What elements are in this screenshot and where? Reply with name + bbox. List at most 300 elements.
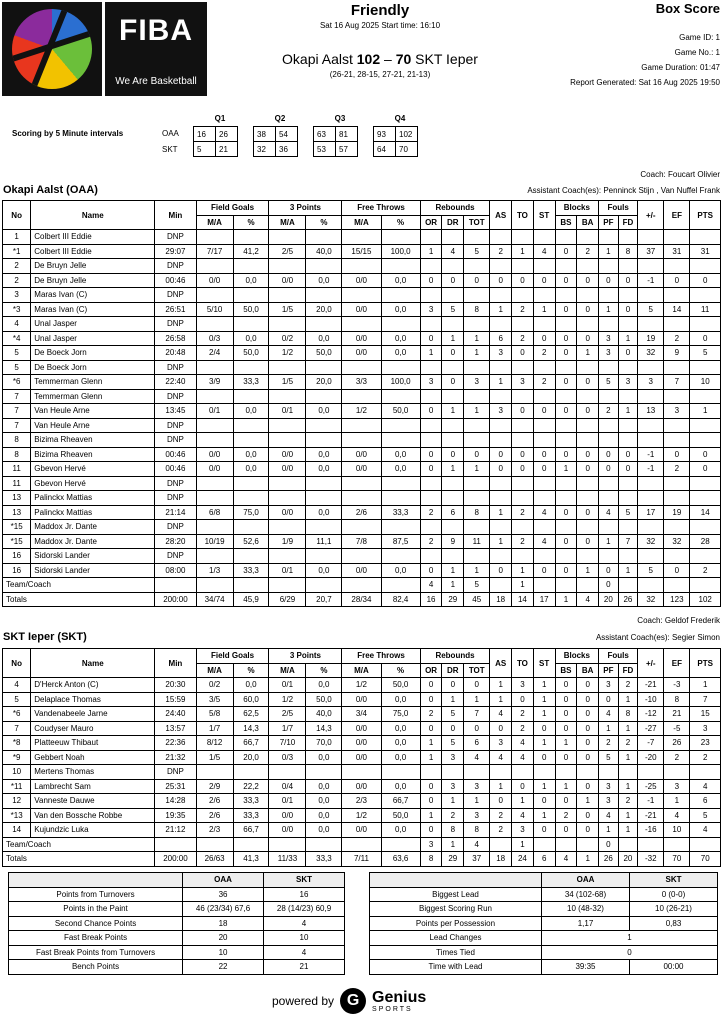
stat-cell: 1 [490, 678, 512, 693]
column-header: AS [490, 649, 512, 678]
stat-cell: 123 [664, 592, 690, 607]
empty-cell [306, 549, 342, 564]
stat-cell: 1 [464, 404, 490, 419]
player-name: Temmerman Glenn [31, 375, 155, 390]
stat-cell: 7 [690, 692, 721, 707]
column-header: AS [490, 201, 512, 230]
stat-cell: 26 [599, 852, 619, 867]
stat-cell: 2 [555, 808, 577, 823]
stats-value: 4 [264, 945, 345, 960]
stat-cell: 2 [618, 736, 638, 751]
stat-cell: 4 [490, 750, 512, 765]
stat-cell: 0,0 [233, 447, 269, 462]
stat-cell: 0 [664, 563, 690, 578]
stat-cell: 1 [420, 808, 442, 823]
empty-cell [638, 360, 664, 375]
stat-cell: 0 [420, 721, 442, 736]
stat-cell: 75,0 [381, 707, 420, 722]
stat-cell: 3 [512, 678, 534, 693]
stat-cell: 0 [442, 721, 464, 736]
stat-cell: 1 [618, 823, 638, 838]
stat-cell: 0,0 [381, 779, 420, 794]
empty-cell [577, 230, 599, 245]
player-minutes: DNP [155, 360, 196, 375]
stat-cell: 0/0 [342, 692, 381, 707]
stat-cell: 2 [618, 794, 638, 809]
stat-cell: 1 [512, 837, 534, 852]
stat-cell: 1 [577, 852, 599, 867]
stat-cell: 5 [618, 505, 638, 520]
stat-cell: 1 [420, 750, 442, 765]
stat-cell: 4 [533, 244, 555, 259]
player-row [3, 794, 721, 809]
stat-cell: 7 [664, 375, 690, 390]
stat-cell: 3 [599, 331, 619, 346]
empty-cell [512, 491, 534, 506]
stat-cell: 0 [555, 375, 577, 390]
stat-cell: 0/0 [269, 462, 306, 477]
stat-cell: 2 [599, 404, 619, 419]
empty-cell [638, 259, 664, 274]
stat-cell: 0/0 [342, 346, 381, 361]
empty-cell [442, 765, 464, 780]
player-name: De Boeck Jorn [31, 360, 155, 375]
stat-cell: 1 [618, 750, 638, 765]
stat-cell: 0 [555, 244, 577, 259]
stat-cell: 26 [664, 736, 690, 751]
stat-cell: 0 [490, 273, 512, 288]
stat-cell: 21:14 [155, 505, 196, 520]
player-name: Bizima Rheaven [31, 447, 155, 462]
stat-cell: 3 [442, 750, 464, 765]
player-row [3, 692, 721, 707]
stats-label: Biggest Scoring Run [370, 902, 542, 917]
stat-cell: 1 [599, 721, 619, 736]
stat-cell: 4 [555, 852, 577, 867]
powered-by [272, 988, 426, 1014]
player-row [3, 823, 721, 838]
stat-cell [196, 837, 233, 852]
stat-cell: 4 [533, 534, 555, 549]
empty-cell [269, 230, 306, 245]
player-number: 1 [3, 230, 31, 245]
empty-cell [306, 418, 342, 433]
column-subheader: OR [420, 215, 442, 230]
stat-cell: 32 [664, 534, 690, 549]
stats-value: 39:35 [542, 960, 630, 975]
empty-cell [196, 360, 233, 375]
stat-cell: 11/33 [269, 852, 306, 867]
empty-cell [638, 317, 664, 332]
stat-cell: 1/2 [342, 808, 381, 823]
stat-cell: 4 [664, 808, 690, 823]
stat-cell: 0 [555, 346, 577, 361]
interval-block-q3: 63 81 53 57 [313, 126, 358, 157]
empty-cell [420, 765, 442, 780]
stat-cell: 37 [638, 244, 664, 259]
empty-cell [664, 520, 690, 535]
stat-cell: 200:00 [155, 592, 196, 607]
empty-cell [306, 433, 342, 448]
column-header: Free Throws [342, 649, 420, 664]
stat-cell: 4 [599, 707, 619, 722]
column-subheader: DR [442, 215, 464, 230]
fiba-logo-ball [2, 2, 102, 96]
stat-cell: 31 [664, 244, 690, 259]
empty-cell [381, 520, 420, 535]
empty-cell [464, 288, 490, 303]
empty-cell [533, 288, 555, 303]
stat-cell: 5 [442, 707, 464, 722]
stat-cell: 0/0 [342, 331, 381, 346]
player-row [3, 404, 721, 419]
player-minutes: DNP [155, 389, 196, 404]
stat-cell: 33,3 [306, 852, 342, 867]
stat-cell: 0 [664, 273, 690, 288]
player-name: De Boeck Jorn [31, 346, 155, 361]
stat-cell: 1/5 [269, 375, 306, 390]
column-header: TO [512, 201, 534, 230]
stat-cell [155, 837, 196, 852]
stat-cell: 0 [577, 331, 599, 346]
stat-cell: 0 [577, 721, 599, 736]
stat-cell: 22:40 [155, 375, 196, 390]
player-row [3, 563, 721, 578]
empty-cell [618, 418, 638, 433]
away-team: SKT Ieper [415, 51, 478, 67]
stat-cell: 2 [533, 375, 555, 390]
stat-cell: 2 [490, 244, 512, 259]
empty-cell [512, 418, 534, 433]
empty-cell [690, 317, 721, 332]
stats-header-row [370, 873, 718, 888]
empty-cell [342, 389, 381, 404]
stat-cell: 6 [490, 331, 512, 346]
empty-cell [442, 491, 464, 506]
stat-cell: 1 [442, 404, 464, 419]
stat-cell: 2/5 [269, 244, 306, 259]
fiba-tagline: We Are Basketball [115, 76, 197, 87]
empty-cell [555, 360, 577, 375]
empty-cell [381, 230, 420, 245]
stat-cell: 13 [638, 404, 664, 419]
player-name: Kujundzic Luka [31, 823, 155, 838]
team-coach-row [3, 837, 721, 852]
stat-cell: 3/4 [342, 707, 381, 722]
stat-cell: 0,0 [306, 750, 342, 765]
stat-cell: 2 [690, 563, 721, 578]
column-subheader: PF [599, 215, 619, 230]
player-name: Maras Ivan (C) [31, 288, 155, 303]
stat-cell: 0,0 [381, 346, 420, 361]
player-minutes: DNP [155, 317, 196, 332]
stats-row [9, 960, 345, 975]
stat-cell: 4 [464, 750, 490, 765]
stat-cell: 2/3 [342, 794, 381, 809]
stat-cell: 0/0 [269, 447, 306, 462]
stat-cell: 4 [599, 808, 619, 823]
stat-cell [306, 578, 342, 593]
totals-row [3, 852, 721, 867]
stat-cell [618, 578, 638, 593]
stat-cell: 2 [490, 808, 512, 823]
stat-cell: 1 [577, 563, 599, 578]
stat-cell: 7 [464, 707, 490, 722]
stat-cell: 1 [512, 563, 534, 578]
player-row [3, 447, 721, 462]
player-name: Van den Bossche Robbe [31, 808, 155, 823]
column-subheader: BA [577, 663, 599, 678]
stat-cell: 5 [442, 736, 464, 751]
stats-value: 0 [542, 945, 718, 960]
stat-cell: 0/0 [196, 273, 233, 288]
column-header: PTS [690, 649, 721, 678]
empty-cell [306, 491, 342, 506]
empty-cell [420, 520, 442, 535]
empty-cell [420, 288, 442, 303]
stat-cell: 9 [442, 534, 464, 549]
player-number: 5 [3, 360, 31, 375]
player-number: 10 [3, 765, 31, 780]
stat-cell: 5 [599, 375, 619, 390]
empty-cell [618, 360, 638, 375]
empty-cell [269, 549, 306, 564]
stat-cell: 1 [533, 707, 555, 722]
stat-cell: 1 [618, 721, 638, 736]
stat-cell: 0 [664, 447, 690, 462]
player-name: Temmerman Glenn [31, 389, 155, 404]
player-number: 13 [3, 505, 31, 520]
stat-cell: 1/7 [196, 721, 233, 736]
totals-label: Totals [3, 852, 155, 867]
stat-cell: 0,0 [381, 721, 420, 736]
stat-cell: 66,7 [233, 736, 269, 751]
empty-cell [381, 360, 420, 375]
empty-cell [555, 520, 577, 535]
stat-cell: 1 [464, 346, 490, 361]
column-header: Field Goals [196, 201, 269, 216]
interval-team-skt: SKT [162, 145, 178, 154]
player-name: Sidorski Lander [31, 563, 155, 578]
player-name: Maras Ivan (C) [31, 302, 155, 317]
stat-cell: 0 [618, 462, 638, 477]
player-number: 12 [3, 794, 31, 809]
stat-cell: -3 [664, 678, 690, 693]
stat-cell: 21:32 [155, 750, 196, 765]
stat-cell: 5 [464, 578, 490, 593]
stats-value: 00:00 [630, 960, 718, 975]
stat-cell: 20 [618, 852, 638, 867]
stat-cell: 0 [577, 447, 599, 462]
column-subheader: BA [577, 215, 599, 230]
stat-cell: 29 [442, 592, 464, 607]
empty-cell [664, 317, 690, 332]
stat-cell: 7/11 [342, 852, 381, 867]
player-name: Colbert III Eddie [31, 230, 155, 245]
stat-cell: 8 [464, 505, 490, 520]
player-number: *15 [3, 534, 31, 549]
stat-cell: 0/1 [196, 404, 233, 419]
stat-cell: 0 [533, 273, 555, 288]
player-row [3, 779, 721, 794]
stat-cell: 1/7 [269, 721, 306, 736]
player-name: Maddox Jr. Dante [31, 534, 155, 549]
interval-q2: Q2 [274, 114, 286, 123]
stat-cell: 1 [533, 779, 555, 794]
stat-cell: 2 [512, 302, 534, 317]
stat-cell: 40,0 [306, 707, 342, 722]
empty-cell [512, 520, 534, 535]
stat-cell: 1 [664, 794, 690, 809]
stat-cell: -5 [664, 721, 690, 736]
stat-cell [342, 578, 381, 593]
stat-cell: 0 [555, 823, 577, 838]
stat-cell: 1 [618, 331, 638, 346]
empty-cell [233, 549, 269, 564]
home-team: Okapi Aalst [282, 51, 353, 67]
player-row [3, 317, 721, 332]
stat-cell: 14 [690, 505, 721, 520]
stat-cell: 0 [533, 721, 555, 736]
stat-cell: 3/5 [196, 692, 233, 707]
stat-cell: 70 [690, 852, 721, 867]
stat-cell: 1 [690, 678, 721, 693]
empty-cell [490, 230, 512, 245]
team-coach-label: Team/Coach [3, 837, 155, 852]
stat-cell: 2 [533, 346, 555, 361]
empty-cell [233, 418, 269, 433]
stat-cell: 0,0 [381, 750, 420, 765]
game-duration: Game Duration: 01:47 [641, 63, 720, 72]
stat-cell: 3 [420, 375, 442, 390]
empty-cell [599, 288, 619, 303]
empty-cell [577, 317, 599, 332]
player-row [3, 520, 721, 535]
stat-cell: 0 [533, 563, 555, 578]
player-minutes: DNP [155, 491, 196, 506]
stat-cell: 0 [464, 447, 490, 462]
score-line [230, 51, 530, 67]
stats-header: OAA [183, 873, 264, 888]
empty-cell [618, 765, 638, 780]
stat-cell: 8 [618, 707, 638, 722]
stat-cell: 3 [490, 404, 512, 419]
stat-cell: 20,0 [306, 375, 342, 390]
stat-cell: 0/0 [269, 823, 306, 838]
empty-cell [599, 491, 619, 506]
column-subheader: PF [599, 663, 619, 678]
empty-cell [690, 418, 721, 433]
empty-cell [464, 491, 490, 506]
empty-cell [618, 230, 638, 245]
empty-cell [618, 520, 638, 535]
stat-cell: 1 [490, 302, 512, 317]
stat-cell: 00:46 [155, 462, 196, 477]
player-row [3, 346, 721, 361]
empty-cell [599, 317, 619, 332]
empty-cell [196, 230, 233, 245]
column-subheader: % [233, 663, 269, 678]
stat-cell: 11,1 [306, 534, 342, 549]
stat-cell: 0,0 [381, 692, 420, 707]
stat-cell: -21 [638, 808, 664, 823]
empty-cell [533, 549, 555, 564]
basketball-icon [12, 9, 92, 89]
stat-cell: 1 [512, 578, 534, 593]
stat-cell: 1 [420, 346, 442, 361]
stats-value: 28 (14/23) 60,9 [264, 902, 345, 917]
stat-cell: 6 [533, 852, 555, 867]
empty-cell [577, 360, 599, 375]
empty-cell [342, 549, 381, 564]
stat-cell: 0 [577, 707, 599, 722]
stat-cell: 1 [464, 462, 490, 477]
player-number: *6 [3, 707, 31, 722]
stat-cell: 24:40 [155, 707, 196, 722]
empty-cell [599, 418, 619, 433]
player-row [3, 244, 721, 259]
empty-cell [442, 317, 464, 332]
player-name: Colbert III Eddie [31, 244, 155, 259]
empty-cell [690, 549, 721, 564]
stat-cell: 22:36 [155, 736, 196, 751]
stat-cell: 4 [442, 244, 464, 259]
player-number: 2 [3, 273, 31, 288]
empty-cell [464, 230, 490, 245]
stat-cell: 0 [577, 678, 599, 693]
player-name: D'Herck Anton (C) [31, 678, 155, 693]
stat-cell [533, 837, 555, 852]
empty-cell [490, 317, 512, 332]
stat-cell: 0,0 [306, 823, 342, 838]
column-header: Name [31, 649, 155, 678]
interval-block-q4: 93 102 64 70 [373, 126, 418, 157]
stat-cell: 0 [490, 794, 512, 809]
team2-boxscore [2, 648, 721, 867]
empty-cell [442, 549, 464, 564]
empty-cell [690, 230, 721, 245]
stat-cell: -1 [638, 273, 664, 288]
game-date: Sat 16 Aug 2025 Start time: 16:10 [319, 21, 441, 30]
column-header: +/- [638, 201, 664, 230]
empty-cell [196, 476, 233, 491]
column-subheader: BS [555, 215, 577, 230]
column-subheader: OR [420, 663, 442, 678]
score-dash: – [384, 51, 392, 67]
stat-cell: 14,3 [233, 721, 269, 736]
team-coach-row [3, 578, 721, 593]
stat-cell: 1 [442, 692, 464, 707]
stat-cell: 0,0 [381, 273, 420, 288]
stats-label: Time with Lead [370, 960, 542, 975]
empty-cell [555, 765, 577, 780]
stat-cell: 1/9 [269, 534, 306, 549]
stats-row [370, 945, 718, 960]
player-name: Sidorski Lander [31, 549, 155, 564]
stat-cell: 0 [577, 462, 599, 477]
empty-cell [577, 418, 599, 433]
stat-cell: 0 [512, 273, 534, 288]
stat-cell: 0 [512, 346, 534, 361]
stat-cell: 0/0 [196, 462, 233, 477]
player-name: Platteeuw Thibaut [31, 736, 155, 751]
stat-cell [638, 837, 664, 852]
game-title: Friendly [350, 2, 410, 19]
stat-cell: 1 [618, 779, 638, 794]
player-row [3, 230, 721, 245]
empty-cell [577, 491, 599, 506]
stat-cell: 0 [599, 563, 619, 578]
